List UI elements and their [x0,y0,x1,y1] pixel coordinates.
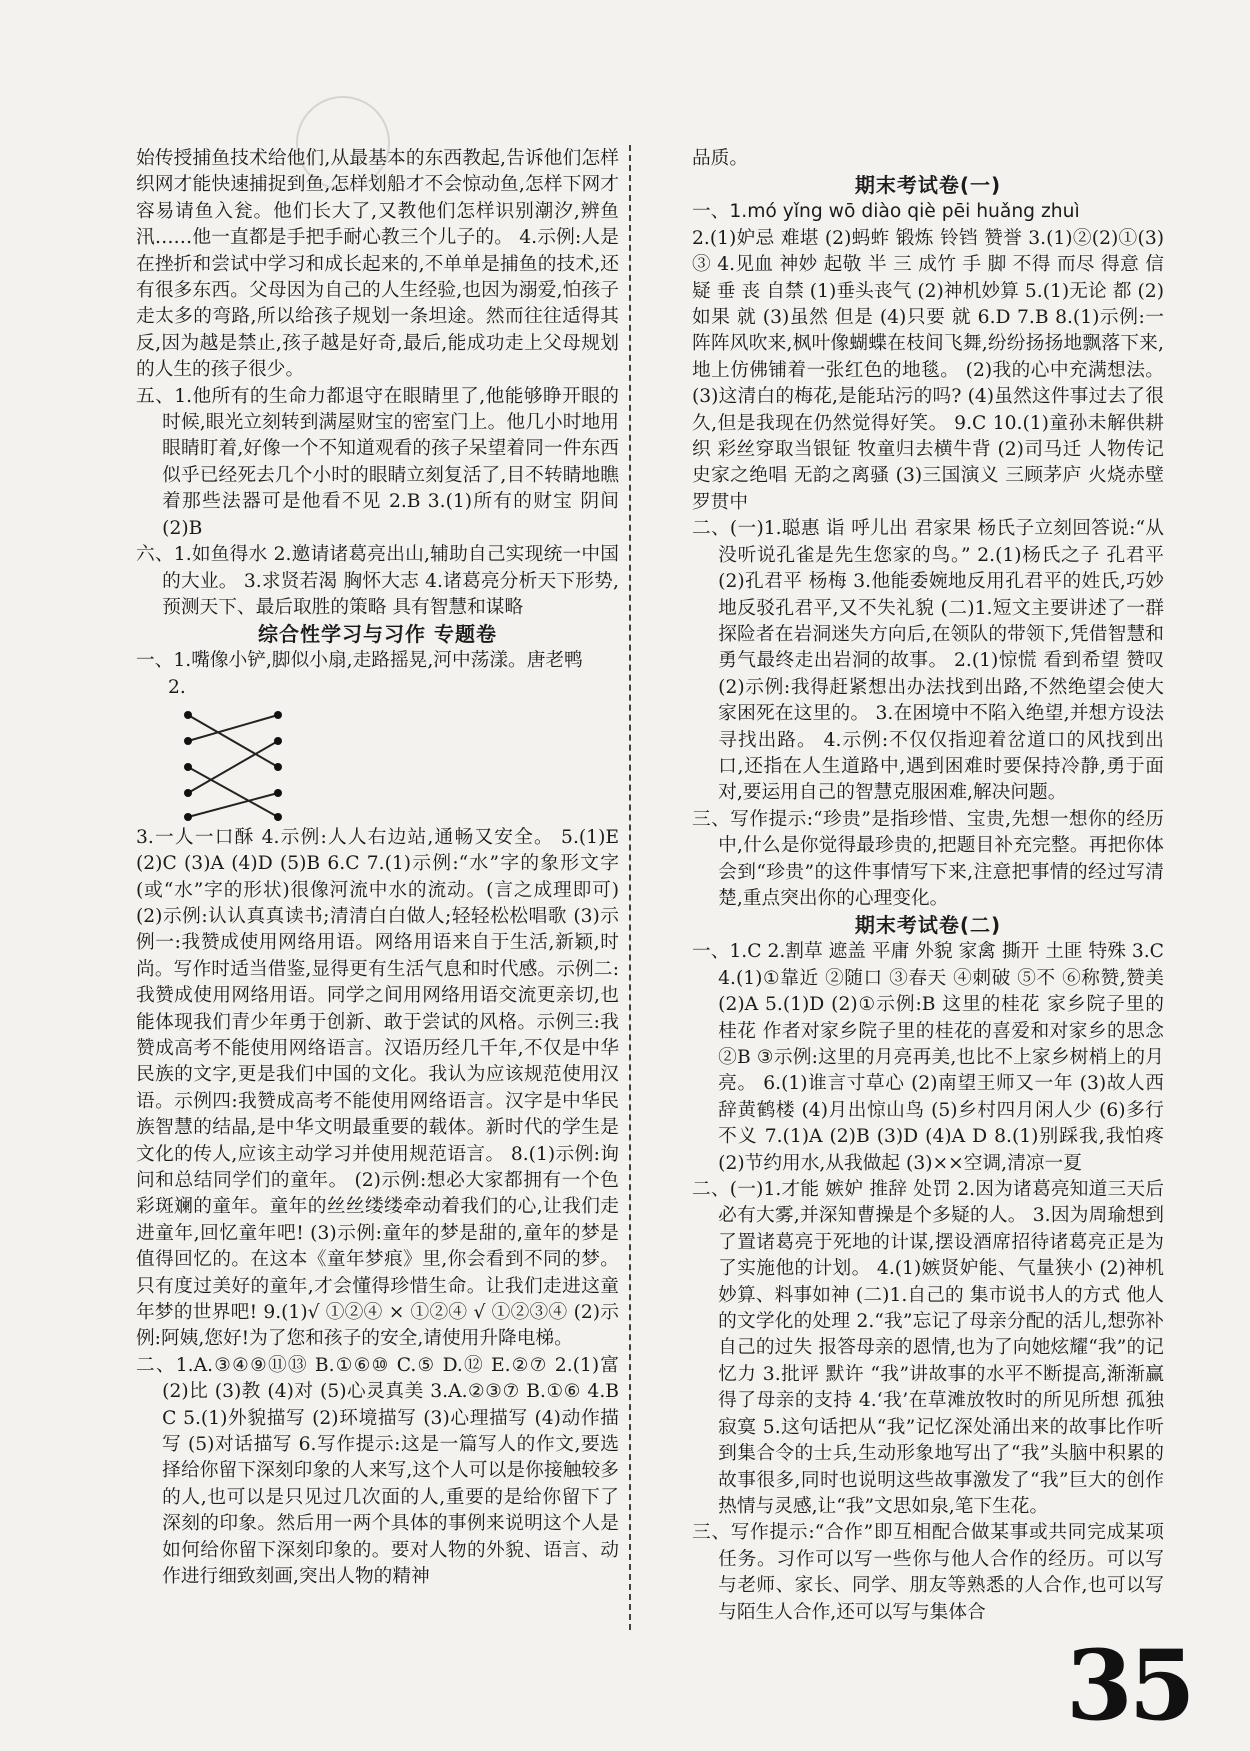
answer-section-6: 六、1.如鱼得水 2.邀请诸葛亮出山,辅助自己实现统一中国的大业。 3.求贤若渴 胸怀大志 4.诸葛亮分析天下形势,预测天下、最后取胜的策略 具有智慧和谋略 [136,544,619,618]
match-dot [274,763,282,771]
answer-section-3: 三、写作提示:“珍贵”是指珍惜、宝贵,先想一想你的经历中,什么是你觉得最珍贵的,把题目补充完整。再把你体会到“珍贵”的这件事情写下来,注意把事情的经过写清楚,重点突出你的心理变化。 [692,808,1164,909]
answer-paragraph: 2.(1)妒忌 难堪 (2)蚂蚱 锻炼 铃铛 赞誉 3.(1)②(2)①(3)③ 4.见血 神妙 起敬 半 三 成竹 手 脚 不得 而尽 得意 信 疑 垂 丧 自禁 (1)垂头丧气 (2)神机妙算 5.(1)无论 都 (2)如果 就 (3)虽然 但是 (4)只要 就 6.D 7.B 8.(1)示例:一阵阵风吹来,枫叶像蝴蝶在枝间飞舞,纷纷扬扬地飘落下来,地上仿佛铺着一张红色的地毯。 (2)我的心中充满想法。 (3)这清白的梅花,是能玷污的吗? (4)虽然这件事过去了很久,但是我现在仍然觉得好笑。 9.C 10.(1)童孙未解供耕织 彩丝穿取当银钲 牧童归去横牛背 (2)司马迁 人物传记 史家之绝唱 无韵之离骚 (3)三国演义 三顾茅庐 火烧赤壁 罗贯中 [692,227,1164,513]
match-dot [184,813,192,821]
match-dot [184,737,192,745]
answer-paragraph: 始传授捕鱼技术给他们,从最基本的东西教起,告诉他们怎样织网才能快速捕捉到鱼,怎样划船才不会惊动鱼,怎样下网才容易请鱼入瓮。他们长大了,又教他们怎样识别潮汐,辨鱼汛……他一直都是手把手耐心教三个儿子的。 4.示例:人是在挫折和尝试中学习和成长起来的,不单单是捕鱼的技术,还有很多东西。父母因为自己的人生经验,也因为溺爱,怕孩子走太多的弯路,所以给孩子规划一条坦途。然而往往适得其反,因为越是禁止,孩子越是好奇,最后,能成功走上父母规划的人生的孩子很少。 [136,148,619,381]
answer-section-2: 二、1.A.③④⑨⑪⑬ B.①⑥⑩ C.⑤ D.⑫ E.②⑦ 2.(1)富 (2)比 (3)教 (4)对 (5)心灵真美 3.A.②③⑦ B.①⑥ 4.BC 5.(1)外貌描写 (2)环境描写 (3)心理描写 (4)动作描写 (5)对话描写 6.写作提示:这是一篇写人的作文,要选择给你留下深刻印象的人来写,这个人可以是你接触较多的人,也可以是只见过几次面的人,重要的是给你留下了深刻的印象。然后用一两个具体的事例来说明这个人是如何给你留下深刻印象的。要对人物的外貌、语言、动作进行细致刻画,突出人物的精神 [136,1354,619,1588]
answer-section-1: 一、1.C 2.割草 遮盖 平庸 外貌 家禽 撕开 土匪 特殊 3.C 4.(1)①靠近 ②随口 ③春天 ④刺破 ⑤不 ⑥称赞,赞美 (2)A 5.(1)D (2)①示例:B 这里的桂花 家乡院子里的桂花 作者对家乡院子里的桂花的喜爱和对家乡的思念 ②B ③示例:这里的月亮再美,也比不上家乡树梢上的月亮。 6.(1)谁言寸草心 (2)南望王师又一年 (3)故人西辞黄鹤楼 (4)月出惊山鸟 (5)乡村四月闲人少 (6)多行不义 7.(1)A (2)B (3)D (4)A D 8.(1)别踩我,我怕疼 (2)节约用水,从我做起 (3)××空调,清凉一夏 [692,941,1164,1174]
match-dot [274,813,282,821]
match-line [188,767,278,817]
match-line [188,793,278,817]
answer-section-1: 一、1.嘴像小铲,脚似小扇,走路摇晃,河中荡漾。唐老鸭 [136,650,583,672]
match-dot [184,763,192,771]
match-line [188,715,278,767]
answer-paragraph: 品质。 [692,148,749,169]
section-title-exam-1: 期末考试卷(一) [854,173,1002,198]
answer-section-2: 二、(一)1.聪惠 诣 呼儿出 君家果 杨氏子立刻回答说:“从没听说孔雀是先生您家的鸟。” 2.(1)杨氏之子 孔君平 (2)孔君平 杨梅 3.他能委婉地反用孔君平的姓氏,巧妙地反驳孔君平,又不失礼貌 (二)1.短文主要讲述了一群探险者在岩洞迷失方向后,在领队的带领下,凭借智慧和勇气最终走出岩洞的故事。 2.(1)惊慌 看到希望 赞叹 (2)示例:我得赶紧想出办法找到出路,不然绝望会使大家困死在这里的。 3.在困境中不陷入绝望,并想方设法寻找出路。 4.示例:不仅仅指迎着岔道口的风找到出口,还指在人生道路中,遇到困难时要保持冷静,勇于面对,要运用自己的智慧克服困难,解决问题。 [692,518,1164,804]
column-divider [629,145,631,1630]
section-title-exam-2: 期末考试卷(二) [854,913,1002,938]
page-number: 35 [1066,1629,1192,1742]
match-line [188,715,278,741]
match-dot [274,737,282,745]
diagram-number: 2. [168,676,186,698]
match-dot [184,789,192,797]
answer-section-3: 三、写作提示:“合作”即互相配合做某事或共同完成某项任务。习作可以写一些你与他人合作的经历。可以写与老师、家长、同学、朋友等熟悉的人合作,也可以写与陌生人合作,还可以写与集体合 [692,1522,1164,1623]
section-title-comprehensive: 综合性学习与习作 专题卷 [258,622,497,647]
match-dot [274,789,282,797]
match-dot [274,711,282,719]
left-column [136,146,619,1591]
match-line [188,741,278,793]
matching-diagram [136,675,619,825]
answer-paragraph: 3.一人一口酥 4.示例:人人右边站,通畅又安全。 5.(1)E (2)C (3)A (4)D (5)B 6.C 7.(1)示例:“水”字的象形文字(或“水”字的形状)很像河流中水的流动。(言之成理即可)(2)示例:认认真真读书;清清白白做人;轻轻松松唱歌 (3)示例一:我赞成使用网络用语。网络用语来自于生活,新颖,时尚。写作时适当借鉴,显得更有生活气息和时代感。示例二:我赞成使用网络用语。同学之间用网络用语交流更亲切,也能体现我们青少年勇于创新、敢于尝试的风格。示例三:我赞成高考不能使用网络语言。汉语历经几千年,不仅是中华民族的文字,更是我们中国的文化。我认为应该规范使用汉语。示例四:我赞成高考不能使用网络语言。汉字是中华民族智慧的结晶,是中华文明最重要的载体。新时代的学生是文化的传人,应该主动学习并使用规范语言。 8.(1)示例:询问和总结同学们的童年。 (2)示例:想必大家都拥有一个色彩斑斓的童年。童年的丝丝缕缕牵动着我们的心,让我们走进童年,回忆童年吧! (3)示例:童年的梦是甜的,童年的梦是值得回忆的。在这本《童年梦痕》里,你会看到不同的梦。只有度过美好的童年,才会懂得珍惜生命。让我们走进这童年梦的世界吧! 9.(1)√ ①②④ × ①②④ √ ①②③④ (2)示例:阿姨,您好!为了您和孩子的安全,请使用升降电梯。 [136,826,619,1350]
matching-lines-figure [180,705,290,825]
right-column [692,146,1164,1626]
match-dot [184,711,192,719]
answer-section-5: 五、1.他所有的生命力都退守在眼睛里了,他能够睁开眼的时候,眼光立刻转到满屋财宝的密室门上。他几小时地用眼睛盯着,好像一个不知道观看的孩子呆望着同一件东西 似乎已经死去几个小时的眼睛立刻复活了,目不转睛地瞧着那些法器可是他看不见 2.B 3.(1)所有的财宝 阴间 (2)B [136,385,619,539]
pinyin-answer: 一、1.mó yǐng wō diào qiè pēi huǎng zhuì [692,201,1080,223]
answer-section-2: 二、(一)1.才能 嫉妒 推辞 处罚 2.因为诸葛亮知道三天后必有大雾,并深知曹操是个多疑的人。 3.因为周瑜想到了置诸葛亮于死地的计谋,摆设酒席招待诸葛亮正是为了实施他的计划。 4.(1)嫉贤妒能、气量狭小 (2)神机妙算、料事如神 (二)1.自己的 集市说书人的方式 他人的文学化的处理 2.“我”忘记了母亲分配的活儿,想弥补自己的过失 报答母亲的恩情,也为了向她炫耀“我”的记忆力 3.批评 默许 “我”讲故事的水平不断提高,渐渐赢得了母亲的支持 4.‘我’在草滩放牧时的所见所想 孤独寂寞 5.这句话把从“我”记忆深处涌出来的故事比作听到集合令的士兵,生动形象地写出了“我”头脑中积累的故事很多,同时也说明这些故事激发了“我”巨大的创作热情与灵感,让“我”文思如泉,笔下生花。 [692,1179,1164,1517]
